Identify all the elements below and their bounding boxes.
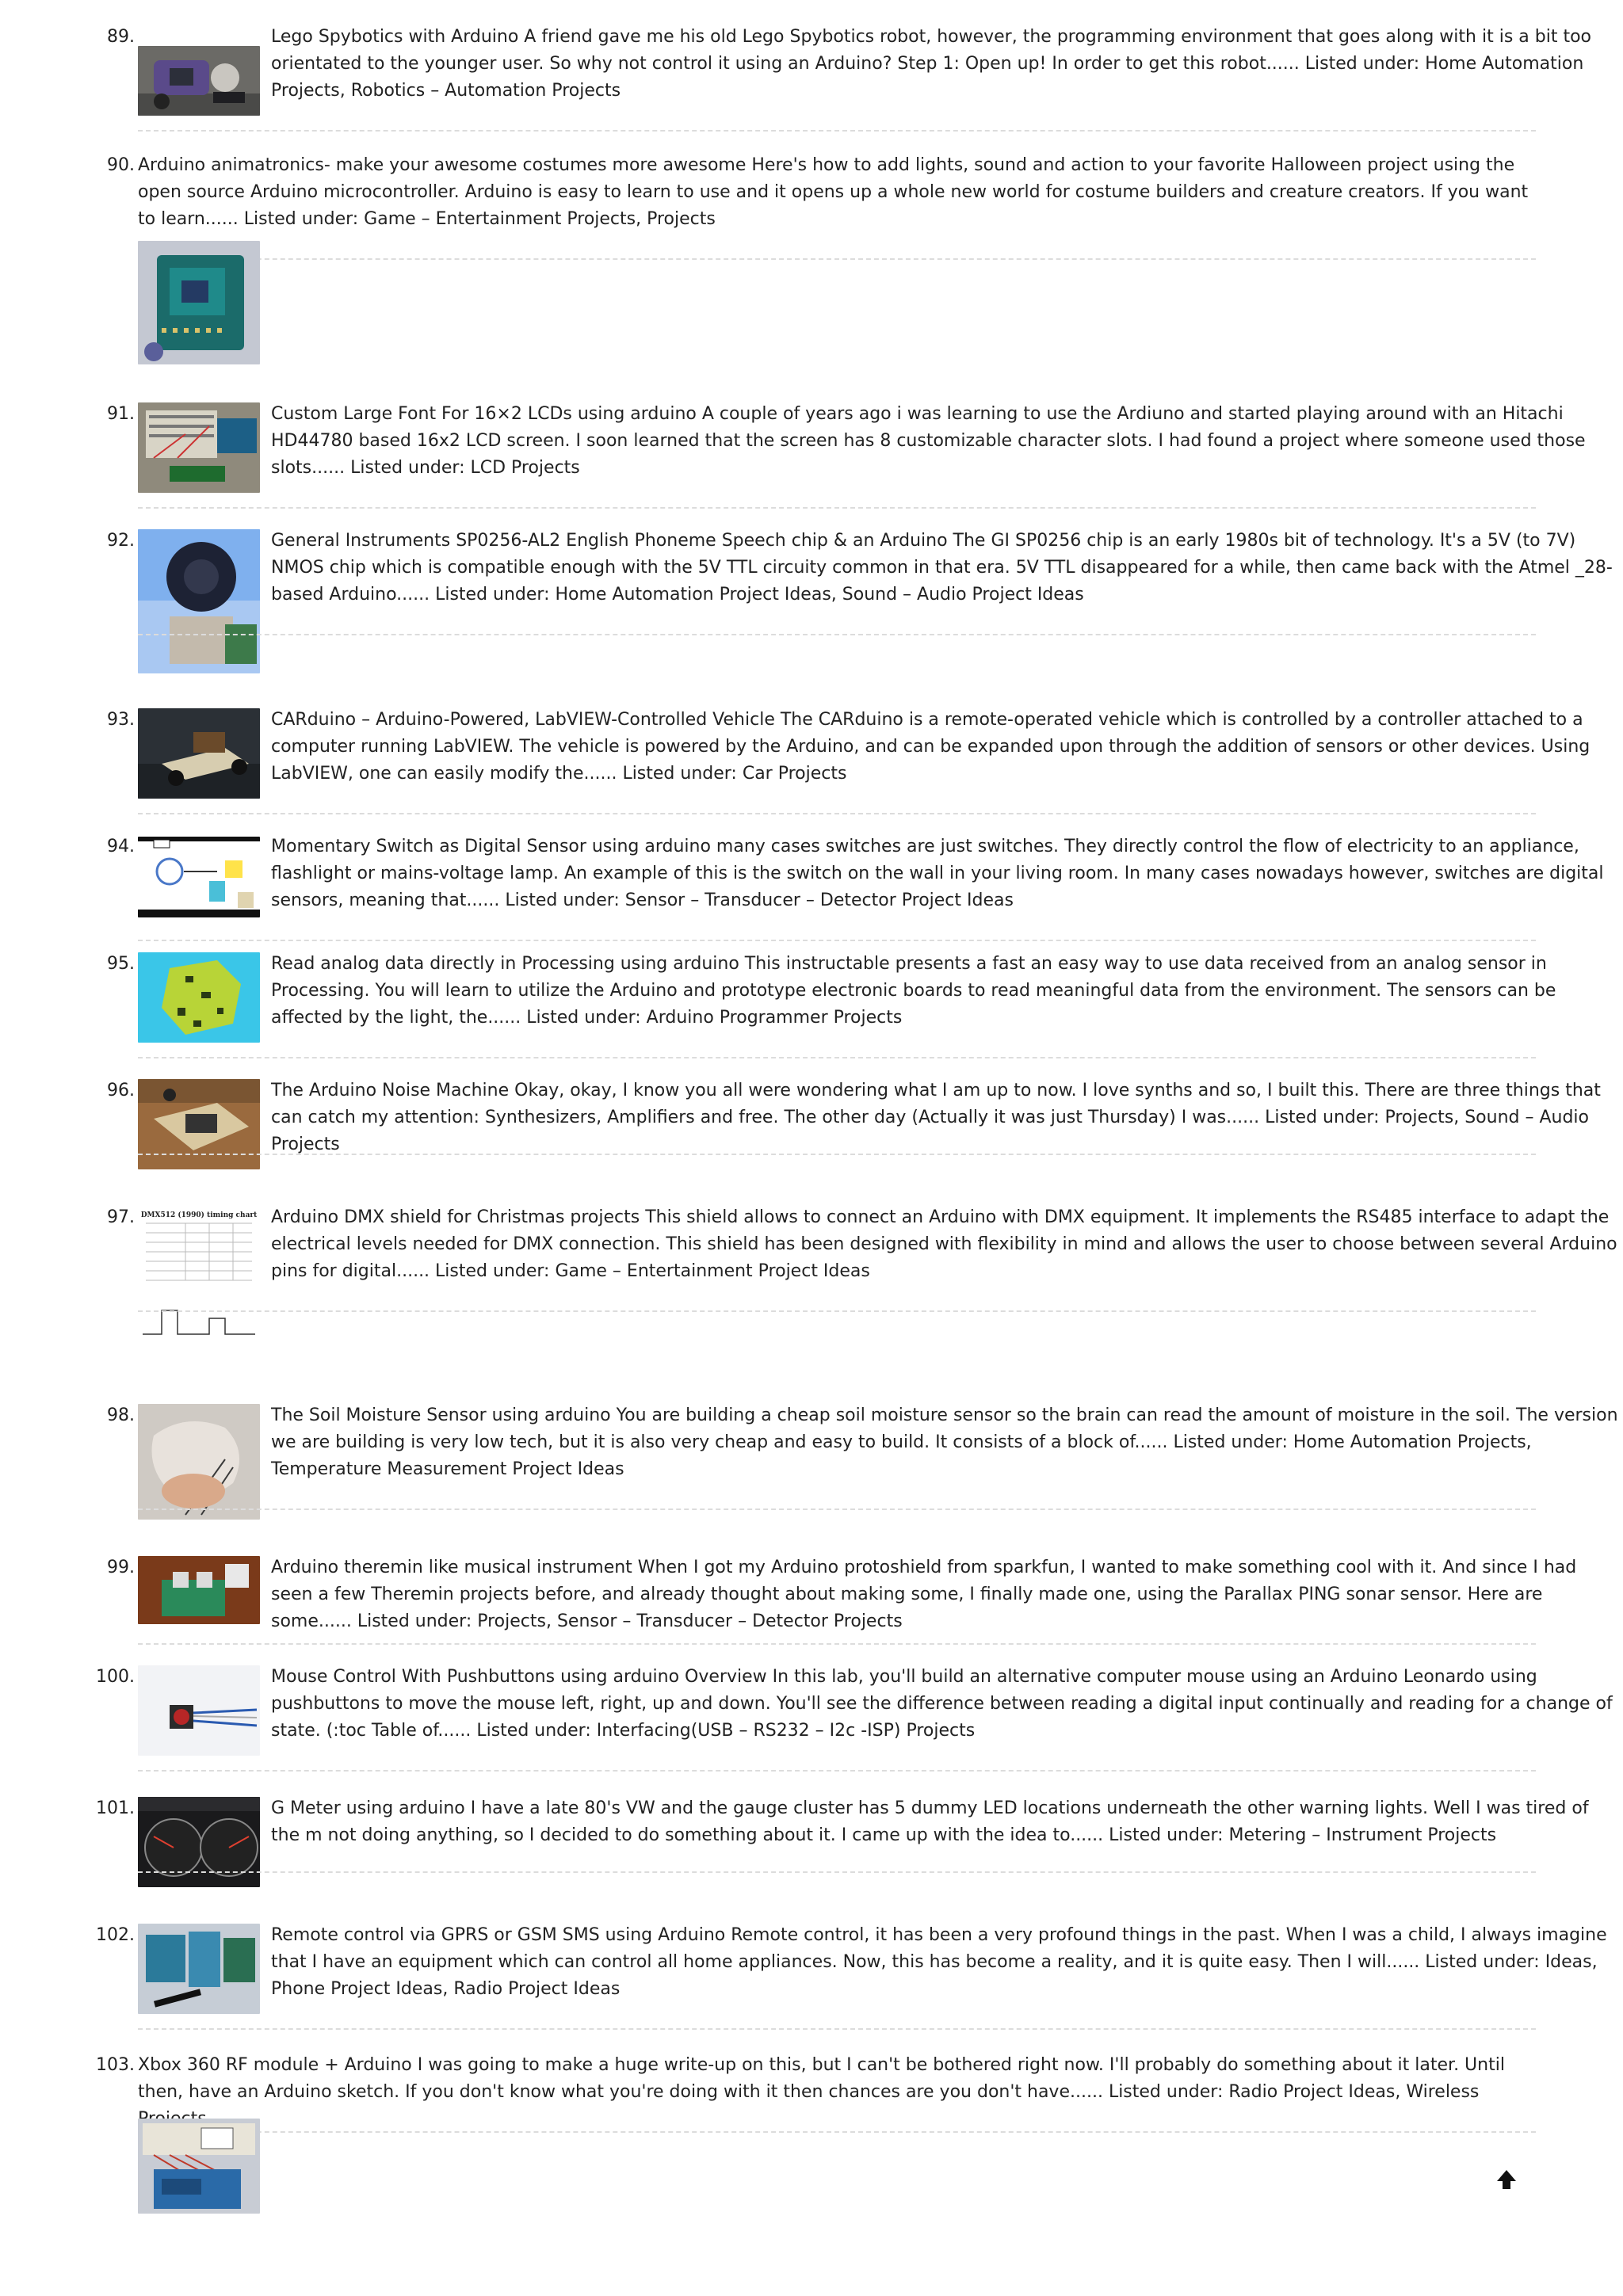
item-description: Mouse Control With Pushbuttons using arduino Overview In this lab, you'll build an alternative computer mouse using an Arduino Leonardo using pushbuttons to move the mouse left, right, up and down. You'll see the difference between reading a digital input continually and reading for a change of state. (:toc Table of...... Listed under: Interfacing(USB – RS232 – I2c -ISP) Projects (271, 1667, 1613, 1741)
item-description: Lego Spybotics with Arduino A friend gave me his old Lego Spybotics robot, however, the programming environment that goes along with it is a bit too orientated to the younger user. So why not control it using an Arduino? Step 1: Open up! In order to get this robot...... Listed under: Home Automation Projects, Robotics – Automation Projects (271, 27, 1591, 101)
noise-machine-photo[interactable] (138, 1079, 260, 1169)
item-description: The Arduino Noise Machine Okay, okay, I know you all were wondering what I am up to now. I love synths and so, I built this. There are three things that can catch my attention: Synthesizers, Amplifiers and free. The other day (Actually it was just Thursday) I was...... Listed under: Projects, Sound – Audio Projects (271, 1081, 1601, 1154)
item-number: 101. (96, 1798, 135, 1818)
divider (138, 940, 1536, 941)
item-number: 92. (107, 531, 135, 551)
item-number: 95. (107, 954, 135, 974)
item-number: 93. (107, 710, 135, 730)
item-number: 90. (107, 155, 135, 175)
gauge-cluster-photo[interactable] (138, 1797, 260, 1887)
divider (138, 1643, 1536, 1645)
divider (138, 1154, 1536, 1155)
xbox-rf-wiring-photo[interactable] (138, 2119, 260, 2214)
gsm-modules-photo[interactable] (138, 1924, 260, 2014)
item-description: Remote control via GPRS or GSM SMS using Arduino Remote control, it has been a very profound things in the past. When I was a child, I always imagine that I have an equipment which can control all home appliances. Now, this has become a reality, and it is quite easy. Then I will...... Listed under: Ideas, Phone Project Ideas, Radio Project Ideas (271, 1925, 1607, 1999)
divider (138, 1057, 1536, 1058)
item-number: 98. (107, 1405, 135, 1425)
switch-diagram[interactable] (138, 837, 260, 917)
divider (138, 1871, 1536, 1873)
item-description: Arduino DMX shield for Christmas projects This shield allows to connect an Arduino with DMX equipment. It implements the RS485 interface to adapt the electrical levels needed for DMX connection. This shield has been designed with flexibility in mind and allows the user to choose between several Arduino pins for digital...... Listed under: Game – Entertainment Project Ideas (271, 1207, 1617, 1281)
arrow-up-icon (1495, 2168, 1518, 2191)
speaker-photo[interactable] (138, 529, 260, 673)
item-number: 102. (96, 1925, 135, 1945)
item-number: 103. (96, 2055, 135, 2075)
divider (138, 2131, 1536, 2133)
divider (138, 258, 1536, 260)
item-description: Read analog data directly in Processing using arduino This instructable presents a fast an easy way to use data received from an analog sensor in Processing. You will learn to utilize the Arduino and prototype electronic boards to read meaningful data from the environment. The sensors can be affected by the light, the...... Listed under: Arduino Programmer Projects (271, 954, 1556, 1028)
vehicle-photo[interactable] (138, 708, 260, 799)
lcd-breadboard-photo[interactable] (138, 402, 260, 493)
divider (138, 130, 1536, 132)
circuit-board-photo[interactable] (138, 241, 260, 364)
item-description: Arduino animatronics- make your awesome costumes more awesome Here's how to add lights, sound and action to your favorite Halloween project using the open source Arduino microcontroller. Arduino is easy to learn to use and it opens up a whole new world for costume builders and creature creators. If you want to learn...... Listed under: Game – Entertainment Projects, Projects (138, 155, 1529, 229)
divider (138, 2028, 1536, 2030)
item-description: G Meter using arduino I have a late 80's VW and the gauge cluster has 5 dummy LED locations underneath the other warning lights. Well I was tired of the m not doing anything, so I decided to do something about it. I came up with the idea to...... Listed under: Metering – Instrument Projects (271, 1798, 1589, 1845)
item-number: 100. (96, 1667, 135, 1687)
chart-caption: DMX512 (1990) timing chart (140, 1211, 258, 1219)
item-number: 94. (107, 837, 135, 856)
pushbutton-photo[interactable] (138, 1665, 260, 1756)
divider (138, 1310, 1536, 1312)
divider (138, 1508, 1536, 1510)
dmx-timing-chart[interactable] (138, 1207, 260, 1366)
robot-photo[interactable] (138, 46, 260, 116)
divider (138, 813, 1536, 814)
back-to-top-button[interactable] (1495, 2168, 1518, 2191)
soil-sensor-photo[interactable] (138, 1404, 260, 1520)
item-description: CARduino – Arduino-Powered, LabVIEW-Controlled Vehicle The CARduino is a remote-operated vehicle which is controlled by a controller attached to a computer running LabVIEW. The vehicle is powered by the Arduino, and can be expanded upon through the addition of sensors or other devices. Using LabVIEW, one can easily modify the...... Listed under: Car Projects (271, 710, 1591, 784)
item-description: Custom Large Font For 16×2 LCDs using arduino A couple of years ago i was learning to use the Ardiuno and started playing around with an Hitachi HD44780 based 16x2 LCD screen. I soon learned that the screen has 8 customizable character slots. I had found a project where someone used those slots...... Listed under: LCD Projects (271, 404, 1586, 478)
item-number: 89. (107, 27, 135, 47)
divider (138, 634, 1536, 635)
divider (138, 1770, 1536, 1772)
item-number: 91. (107, 404, 135, 424)
item-description: General Instruments SP0256-AL2 English Phoneme Speech chip & an Arduino The GI SP0256 chip is an early 1980s bit of technology. It's a 5V (to 7V) NMOS chip which is compatible enough with the 5V TTL circuity common in that era. 5V TTL disappeared for a while, then came back with the Atmel _28-based Arduino...... Listed under: Home Automation Project Ideas, Sound – Audio Project Ideas (271, 531, 1613, 605)
divider (138, 507, 1536, 509)
item-description: Arduino theremin like musical instrument When I got my Arduino protoshield from sparkfun, I wanted to make something cool with it. And since I had seen a few Theremin projects before, and already thought about making some, I finally made one, using the Parallax PING sonar sensor. Here are some...... Listed under: Projects, Sensor – Transducer – Detector Projects (271, 1558, 1577, 1631)
processing-visual[interactable] (138, 952, 260, 1043)
item-description: The Soil Moisture Sensor using arduino You are building a cheap soil moisture sensor so the brain can read the amount of moisture in the soil. The version we are building is very low tech, but it is also very cheap and easy to build. It consists of a block of...... Listed under: Home Automation Projects, Temperature Measurement Project Ideas (271, 1405, 1618, 1479)
item-number: 99. (107, 1558, 135, 1577)
item-number: 96. (107, 1081, 135, 1100)
item-description: Xbox 360 RF module + Arduino I was going to make a huge write-up on this, but I can't be bothered right now. I'll probably do something about it later. Until then, have an Arduino sketch. If you don't know what you're doing with it then chances are you don't have...... Listed under: Radio Project Ideas, Wireless (138, 2055, 1505, 2102)
theremin-photo[interactable] (138, 1556, 260, 1624)
item-description: Momentary Switch as Digital Sensor using arduino many cases switches are just switches. They directly control the flow of electricity to an appliance, flashlight or mains-voltage lamp. An example of this is the switch on the wall in your living room. In many cases nowadays however, switches are digital sensors, meaning that...... Listed under: Sensor – Transducer – Detector Project Ideas (271, 837, 1604, 910)
item-number: 97. (107, 1207, 135, 1227)
